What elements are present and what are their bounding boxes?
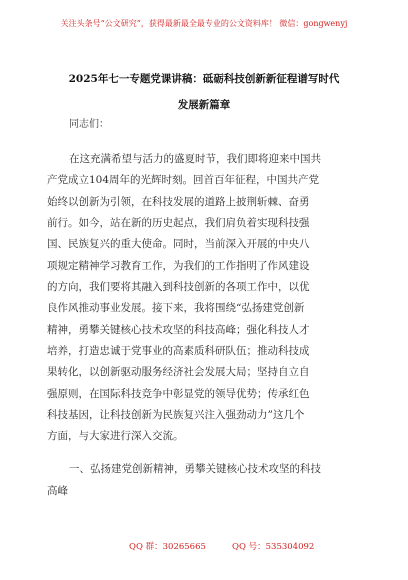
body-line: 精神，勇攀关键核心技术攻坚的科技高峰；强化科技人才 [47, 324, 310, 336]
title-line-2: 发展新篇章 [177, 99, 231, 111]
body-line: 强原则，在国际科技竞争中彰显党的领导优势；传承红色 [47, 388, 310, 400]
greeting: 同志们： [69, 119, 109, 130]
qq-account-number: QQ 号：535304092 [232, 542, 315, 552]
document-title [40, 66, 368, 118]
body-line: 项规定精神学习教育工作，为我们的工作指明了作风建设 [47, 260, 310, 272]
title-line-1: 2025年七一专题党课讲稿：砥砺科技创新新征程谱写时代 [68, 73, 340, 85]
body-line: 果转化，以创新驱动服务经济社会发展大局；坚持自立自 [47, 366, 310, 378]
body-line: 方面，与大家进行深入交流。 [47, 430, 184, 442]
top-banner: 关注头条号“公文研究”，获得最新最全最专业的公文资料库！ 微信：gongwenyj [60, 19, 348, 28]
section-heading-line-2: 高峰 [47, 485, 68, 497]
body-line: 科技基因，让科技创新为民族复兴注入强劲动力”这几个 [47, 409, 305, 421]
body-line: 国、民族复兴的重大使命。同时，当前深入开展的中央八 [47, 238, 310, 250]
body-line: 产党成立104周年的光辉时刻。回首百年征程，中国共产党 [47, 174, 320, 186]
body-line: 始终以创新为引领，在科技发展的道路上披荆斩棘、奋勇 [47, 196, 310, 208]
body-line: 良作风推动事业发展。接下来，我将围绕“弘扬建党创新 [47, 302, 305, 314]
body-line: 前行。如今，站在新的历史起点，我们肩负着实现科技强 [47, 217, 310, 229]
section-heading-line-1: 一、弘扬建党创新精神，勇攀关键核心技术攻坚的科技 [69, 463, 321, 475]
body-line: 培养，打造忠诚于党事业的高素质科研队伍；推动科技成 [47, 345, 310, 357]
body-line: 在这充满希望与活力的盛夏时节，我们即将迎来中国共 [69, 153, 321, 165]
body-line: 的方向，我们要将其融入到科技创新的各项工作中，以优 [47, 281, 310, 293]
qq-group-number: QQ 群：30265665 [129, 542, 206, 552]
